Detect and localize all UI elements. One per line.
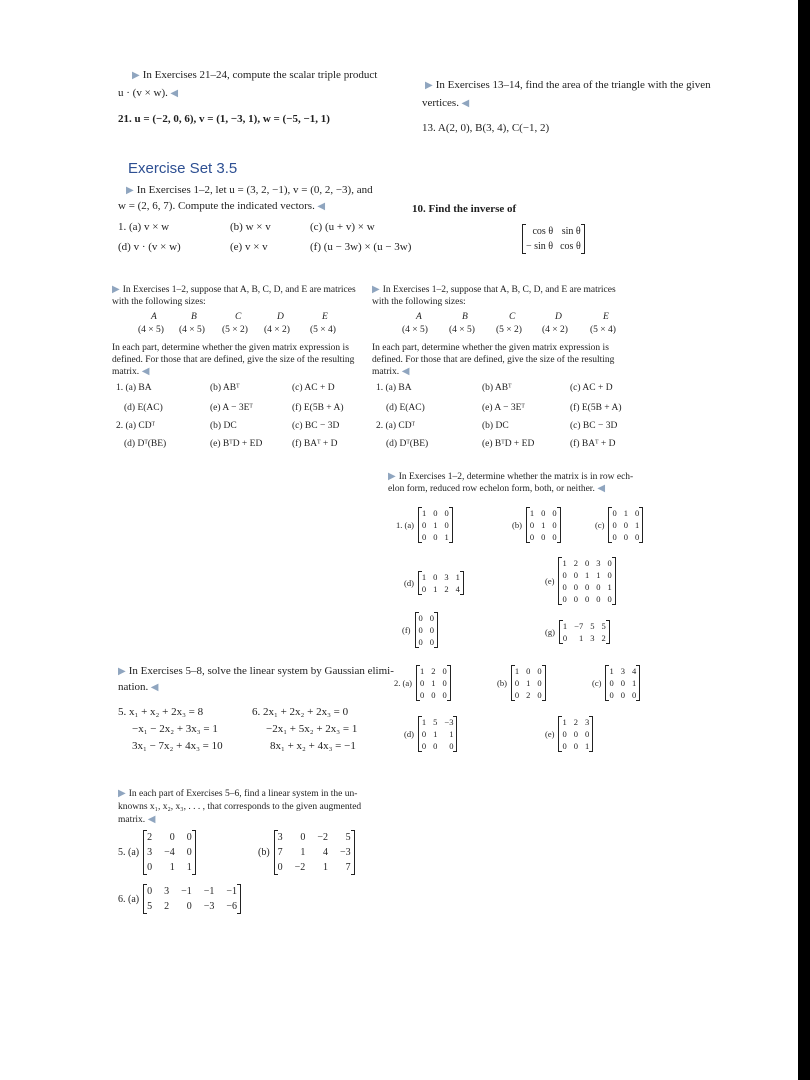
matrix-cell: 1 [562,621,568,631]
matrix-cell: sin θ [561,226,581,237]
matrix-cell: 1 [529,508,535,518]
matrix-cell: 0 [169,832,175,843]
matrix-cell: 0 [300,832,306,843]
sizes-left-r3-b: (b) DC [210,421,237,431]
matrix-cell: 2 [164,901,170,912]
set35-row2-e: (e) v × v [230,241,268,253]
rowech-intro2: elon form, reduced row echelon form, both, or neither. ◀ [388,483,606,494]
matrix-cell: 0 [537,690,542,700]
matrix-cell: −7 [574,621,584,631]
matrix-cell: 1 [444,532,449,542]
section-heading: Exercise Set 3.5 [128,160,238,177]
matrix-cell: 0 [562,570,567,580]
matrix-cell: 3 [590,633,595,643]
size-name: D [555,312,562,322]
matrix-cell: 0 [631,690,637,700]
matrix-cell: 0 [573,729,578,739]
gauss-intro2: nation. ◀ [118,681,159,693]
matrix-cell: 2 [526,690,531,700]
matrix-cell: 0 [429,613,434,623]
sizes-left-r3-a: 2. (a) CDᵀ [116,421,156,431]
matrix-cell: −2 [294,862,306,873]
matrix-cell: 0 [573,741,578,751]
size-dim: (5 × 2) [222,325,248,335]
sizes-left-r4-e: (e) BᵀD + ED [210,439,263,449]
sizes-left-r1-c: (c) AC + D [292,383,335,393]
matrix-1e: (e) 1 2 0 3 0 0 0 1 1 0 0 0 0 0 1 0 0 0 0 0 [545,557,616,605]
aug-matrix-6a: 6. (a) 0 3 −1 −1 −1 5 2 0 −3 −6 [118,884,241,914]
system5-line1: 5. x₁ + x₂ + 2x₃ = 8 [118,706,204,718]
triangle-marker-icon: ▶ [118,666,126,677]
matrix-cell: 5 [590,621,595,631]
size-name: E [322,312,328,322]
matrix-1b: (b) 1 0 0 0 1 0 0 0 0 [512,507,561,543]
matrix-cell: 0 [607,558,612,568]
sizes-left-r2-e: (e) A − 3Eᵀ [210,403,253,413]
matrix-cell: 1 [300,847,306,858]
size-name: D [277,312,284,322]
matrix-cell: 5 [345,832,351,843]
matrix-cell: 0 [562,729,567,739]
matrix-cell: 0 [596,594,601,604]
matrix-cell: 0 [537,678,542,688]
sizes-left-r1-a: 1. (a) BA [116,383,152,393]
matrix-cell: 0 [612,532,617,542]
matrix-cell: 0 [421,584,427,594]
back-arrow-icon: ◀ [145,814,156,825]
matrix-cell: 0 [620,678,625,688]
ex21-item: 21. u = (−2, 0, 6), v = (1, −3, 1), w = (−5, −1, 1) [118,113,330,125]
matrix-2d: (d) 1 5 −3 0 1 1 0 0 0 [404,716,457,752]
size-dim: (4 × 5) [449,325,475,335]
matrix-cell: 0 [186,901,192,912]
matrix-cell: 0 [552,508,557,518]
system5-line3: 3x₁ − 7x₂ + 4x₃ = 10 [132,740,223,752]
matrix-cell: −3 [444,717,454,727]
sizes-intro-right: ▶ In Exercises 1–2, suppose that A, B, C, D, and E are matrices [372,284,616,295]
gauss-intro: ▶ In Exercises 5–8, solve the linear system by Gaussian elimi- [118,665,394,677]
matrix-cell: 4 [322,847,328,858]
aug-intro3: matrix. ◀ [118,814,156,825]
size-dim: (5 × 4) [590,325,616,335]
matrix-cell: 1 [431,678,436,688]
matrix-cell: 1 [578,633,584,643]
size-name: A [151,312,157,322]
matrix-cell: 0 [449,741,454,751]
matrix-2e: (e) 1 2 3 0 0 0 0 0 1 [545,716,593,752]
sizes-intro-left: ▶ In Exercises 1–2, suppose that A, B, C, D, and E are matrices [112,284,356,295]
matrix-cell: 5 [601,621,606,631]
matrix-cell: 0 [609,690,614,700]
matrix-cell: 0 [421,729,427,739]
matrix-cell: 0 [584,594,590,604]
sizes-right-r3-c: (c) BC − 3D [570,421,618,431]
size-name: E [603,312,609,322]
sizes-intro2-right: with the following sizes: [372,297,466,307]
matrix-cell: 0 [514,690,520,700]
sizes-left-r4-d: (d) Dᵀ(BE) [124,439,167,449]
system6-line2: −2x₁ + 5x₂ + 2x₃ = 1 [266,723,358,735]
matrix-cell: 0 [429,637,434,647]
matrix-cell: 0 [607,594,612,604]
matrix-cell: 0 [584,558,590,568]
matrix-cell: 7 [277,847,283,858]
matrix-cell: 1 [322,862,328,873]
matrix-cell: 3 [620,666,625,676]
matrix-cell: 0 [442,690,447,700]
matrix-cell: 1 [609,666,614,676]
matrix-cell: 1 [631,678,637,688]
system6-line1: 6. 2x₁ + 2x₂ + 2x₃ = 0 [252,706,349,718]
right-black-bar [798,0,810,1080]
matrix-cell: 0 [418,625,423,635]
matrix-cell: 0 [514,678,520,688]
matrix-cell: 0 [433,572,438,582]
matrix-cell: −1 [226,886,238,897]
matrix-cell: 0 [421,532,427,542]
sizes-right-r4-f: (f) BAᵀ + D [570,439,616,449]
set35-intro: ▶ In Exercises 1–2, let u = (3, 2, −1), v = (0, 2, −3), and [126,184,373,196]
sizes-para-right-1: In each part, determine whether the given matrix expression is [372,343,609,353]
triangle-marker-icon: ▶ [372,284,380,295]
sizes-left-r2-f: (f) E(5B + A) [292,403,344,413]
matrix-cell: 0 [573,594,578,604]
triangle-marker-icon: ▶ [425,80,433,91]
matrix-cell: 2 [573,717,578,727]
sizes-left-r4-f: (f) BAᵀ + D [292,439,338,449]
matrix-cell: 0 [147,862,153,873]
back-arrow-icon: ◀ [167,88,179,99]
sizes-para-left-1: In each part, determine whether the given matrix expression is [112,343,349,353]
sizes-para-left-2: defined. For those that are defined, give the size of the resulting [112,355,355,365]
sizes-right-r4-d: (d) Dᵀ(BE) [386,439,429,449]
matrix-cell: 1 [419,666,425,676]
triangle-marker-icon: ▶ [126,185,134,196]
matrix-cell: 0 [442,678,447,688]
ex21-expr: u · (v × w). ◀ [118,87,179,99]
matrix-cell: 0 [562,582,567,592]
matrix-cell: 1 [562,558,567,568]
sizes-para-left-3: matrix. ◀ [112,366,150,377]
matrix-cell: 0 [584,582,590,592]
matrix-cell: 0 [609,678,614,688]
aug-intro2: knowns x₁, x₂, x₃, . . . , that corresponds to the given augmented [118,802,362,812]
ex13-intro2: vertices. ◀ [422,97,470,109]
system6-line3: 8x₁ + x₂ + 4x₃ = −1 [270,740,356,752]
matrix-cell: 0 [573,570,578,580]
matrix-cell: 0 [541,532,546,542]
ex13-item: 13. A(2, 0), B(3, 4), C(−1, 2) [422,122,550,134]
sizes-right-r2-f: (f) E(5B + A) [570,403,622,413]
size-dim: (4 × 2) [542,325,568,335]
matrix-cell: −1 [181,886,192,897]
triangle-marker-icon: ▶ [112,284,120,295]
matrix-cell: 1 [634,520,640,530]
matrix-2c: (c) 1 3 4 0 0 1 0 0 0 [592,665,640,701]
matrix-cell: 0 [433,532,438,542]
matrix-cell: 0 [418,613,423,623]
matrix-cell: 0 [562,741,567,751]
sizes-right-r3-a: 2. (a) CDᵀ [376,421,416,431]
matrix-1f: (f) 0 0 0 0 0 0 [402,612,438,648]
matrix-cell: 1 [596,570,601,580]
matrix-cell: 5 [147,901,153,912]
sizes-right-r2-e: (e) A − 3Eᵀ [482,403,525,413]
matrix-cell: −3 [203,901,215,912]
matrix-2a: 2. (a) 1 2 0 0 1 0 0 0 0 [394,665,451,701]
matrix-cell: −4 [164,847,175,858]
ex10-label: 10. Find the inverse of [412,203,517,215]
matrix-cell: 1 [514,666,520,676]
matrix-cell: 0 [612,508,617,518]
matrix-cell: 0 [442,666,447,676]
sizes-intro2-left: with the following sizes: [112,297,206,307]
matrix-cell: 1 [455,572,460,582]
matrix-cell: 0 [421,741,427,751]
matrix-cell: −1 [203,886,215,897]
matrix-cell: 0 [537,666,542,676]
rowech-intro: ▶ In Exercises 1–2, determine whether the matrix is in row ech- [388,471,634,482]
aug-matrix-5b: (b) 3 0 −2 5 7 1 4 −3 0 −2 1 7 [258,830,355,875]
matrix-1a: 1. (a) 1 0 0 0 1 0 0 0 1 [396,507,453,543]
sizes-para-right-2: defined. For those that are defined, give the size of the resulting [372,355,615,365]
matrix-cell: 1 [421,572,427,582]
matrix-cell: 0 [623,520,628,530]
matrix-cell: 0 [562,594,567,604]
back-arrow-icon: ◀ [148,682,159,693]
matrix-cell: 0 [444,508,449,518]
matrix-cell: 0 [444,520,449,530]
matrix-cell: 1 [433,729,438,739]
ex10-matrix [522,224,585,254]
set35-row1-b: (b) w × v [230,221,271,233]
size-name: B [191,312,197,322]
matrix-cell: 2 [573,558,578,568]
matrix-cell: 0 [612,520,617,530]
matrix-cell: 0 [529,520,535,530]
sizes-para-right-3: matrix. ◀ [372,366,410,377]
matrix-cell: 0 [529,532,535,542]
set35-intro2: w = (2, 6, 7). Compute the indicated vectors. ◀ [118,200,326,212]
matrix-cell: 1 [421,717,427,727]
set35-row1-c: (c) (u + v) × w [310,221,375,233]
matrix-2b: (b) 1 0 0 0 1 0 0 2 0 [497,665,546,701]
matrix-cell: 1 [433,584,438,594]
back-arrow-icon: ◀ [458,98,470,109]
sizes-right-r1-a: 1. (a) BA [376,383,412,393]
matrix-cell: 1 [607,582,612,592]
matrix-cell: −6 [226,901,238,912]
sizes-right-r4-e: (e) BᵀD + ED [482,439,535,449]
matrix-cell: 1 [449,729,454,739]
matrix-cell: 5 [433,717,438,727]
matrix-cell: 1 [433,520,438,530]
sizes-right-r3-b: (b) DC [482,421,509,431]
matrix-cell: 0 [607,570,612,580]
matrix-cell: 0 [186,832,192,843]
size-name: C [235,312,242,322]
matrix-cell: 3 [164,886,170,897]
matrix-cell: 1 [584,741,590,751]
matrix-cell: 0 [418,637,423,647]
matrix-cell: 1 [186,862,192,873]
matrix-cell: 0 [634,532,640,542]
matrix-cell: −3 [339,847,351,858]
back-arrow-icon: ◀ [594,483,606,494]
matrix-cell: 3 [584,717,590,727]
matrix-cell: 4 [631,666,637,676]
size-name: B [462,312,468,322]
size-dim: (4 × 5) [138,325,164,335]
sizes-right-r1-b: (b) ABᵀ [482,383,512,393]
matrix-cell: 0 [431,690,436,700]
sizes-right-r1-c: (c) AC + D [570,383,613,393]
matrix-cell: 0 [429,625,434,635]
aug-intro: ▶ In each part of Exercises 5–6, find a linear system in the un- [118,788,358,799]
matrix-cell: 0 [623,532,628,542]
matrix-cell: 7 [345,862,351,873]
size-dim: (4 × 2) [264,325,290,335]
matrix-cell: 2 [431,666,436,676]
size-dim: (5 × 4) [310,325,336,335]
size-name: C [509,312,516,322]
sizes-left-r1-b: (b) ABᵀ [210,383,240,393]
sizes-right-r2-d: (d) E(AC) [386,403,425,413]
matrix-cell: 3 [596,558,601,568]
matrix-1d: (d) 1 0 3 1 0 1 2 4 [404,571,464,595]
matrix-cell: 0 [186,847,192,858]
aug-matrix-5a: 5. (a) 2 0 0 3 −4 0 0 1 1 [118,830,196,875]
matrix-cell: 0 [419,690,425,700]
matrix-cell: 1 [623,508,628,518]
size-dim: (4 × 5) [402,325,428,335]
back-arrow-icon: ◀ [314,201,326,212]
matrix-cell: 0 [562,633,568,643]
matrix-cell: 2 [147,832,153,843]
matrix-cell: 0 [573,582,578,592]
set35-row1-a: 1. (a) v × w [118,221,170,233]
size-name: A [416,312,422,322]
matrix-cell: 0 [552,532,557,542]
matrix-1g: (g) 1 −7 5 5 0 1 3 2 [545,620,610,644]
matrix-cell: 3 [277,832,283,843]
matrix-cell: 0 [596,582,601,592]
matrix-cell: 0 [147,886,153,897]
sizes-left-r2-d: (d) E(AC) [124,403,163,413]
size-dim: (4 × 5) [179,325,205,335]
matrix-cell: 0 [634,508,640,518]
matrix-1c: (c) 0 1 0 0 0 1 0 0 0 [595,507,643,543]
matrix-cell: 0 [552,520,557,530]
triangle-marker-icon: ▶ [388,471,396,482]
matrix-cell: 0 [419,678,425,688]
set35-row2-f: (f) (u − 3w) × (u − 3w) [310,241,412,253]
matrix-cell: 0 [584,729,590,739]
matrix-cell: 1 [562,717,567,727]
size-dim: (5 × 2) [496,325,522,335]
matrix-cell: cos θ [532,226,554,237]
matrix-cell: 0 [277,862,283,873]
matrix-cell: 2 [444,584,449,594]
triangle-marker-icon: ▶ [132,70,140,81]
matrix-cell: 2 [601,633,606,643]
matrix-cell: 0 [421,520,427,530]
matrix-cell: 4 [455,584,460,594]
system5-line2: −x₁ − 2x₂ + 3x₃ = 1 [132,723,218,735]
matrix-cell: − sin θ [526,241,554,252]
back-arrow-icon: ◀ [399,366,410,377]
matrix-cell: 0 [526,666,531,676]
matrix-cell: 3 [147,847,153,858]
matrix-cell: 0 [620,690,625,700]
sizes-left-r3-c: (c) BC − 3D [292,421,340,431]
set35-row2-d: (d) v · (v × w) [118,241,181,253]
ex21-intro: ▶ In Exercises 21–24, compute the scalar triple product [132,69,378,81]
back-arrow-icon: ◀ [139,366,150,377]
matrix-cell: 1 [421,508,427,518]
matrix-cell: 0 [541,508,546,518]
triangle-marker-icon: ▶ [118,788,126,799]
matrix-cell: cos θ [560,241,581,252]
ex13-intro: ▶ In Exercises 13–14, find the area of the triangle with the given [425,79,711,91]
matrix-cell: 0 [433,508,438,518]
matrix-cell: 1 [584,570,590,580]
matrix-cell: 1 [169,862,175,873]
matrix-cell: 1 [526,678,531,688]
matrix-cell: 3 [444,572,449,582]
matrix-cell: 0 [433,741,438,751]
matrix-cell: 1 [541,520,546,530]
matrix-cell: −2 [317,832,328,843]
